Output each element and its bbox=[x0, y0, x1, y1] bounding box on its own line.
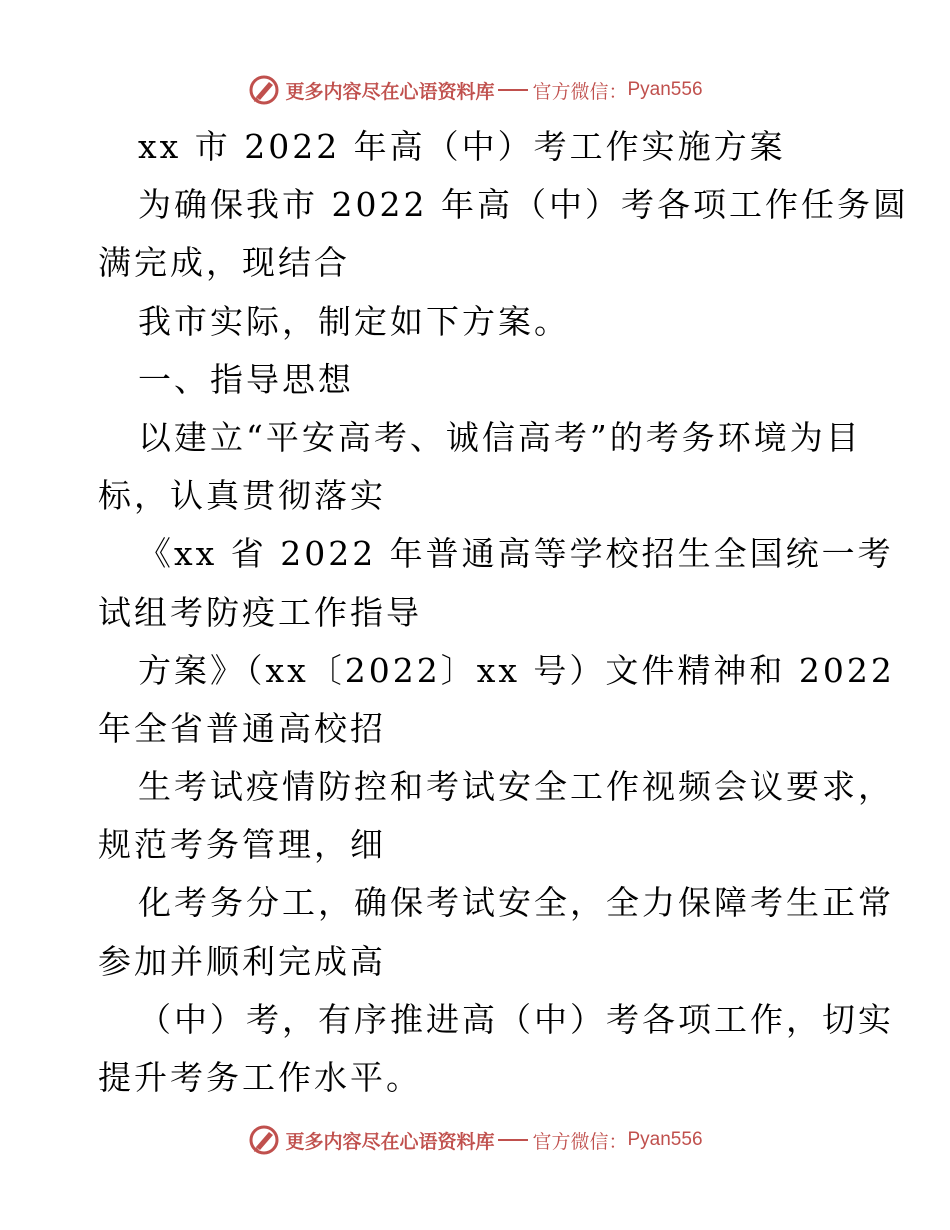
header-watermark bbox=[0, 70, 950, 110]
doc-line: 《xx 省 2022 年普通高等学校招生全国统一考 bbox=[138, 534, 894, 574]
doc-line: 我市实际，制定如下方案。 bbox=[138, 301, 570, 341]
doc-line: 满完成，现结合 bbox=[98, 243, 350, 283]
doc-line: 标，认真贯彻落实 bbox=[98, 476, 386, 516]
section-heading: 一、指导思想 bbox=[138, 359, 354, 399]
watermark-separator: 官方微信： bbox=[532, 80, 628, 103]
doc-line: 年全省普通高校招 bbox=[98, 708, 386, 748]
doc-line: 化考务分工，确保考试安全，全力保障考生正常 bbox=[138, 883, 894, 923]
pen-logo-icon bbox=[247, 73, 281, 107]
footer-watermark bbox=[0, 1120, 950, 1160]
watermark-dash bbox=[498, 89, 528, 91]
doc-line: 提升考务工作水平。 bbox=[98, 1058, 422, 1097]
document-body bbox=[98, 118, 909, 1107]
doc-line: 生考试疫情防控和考试安全工作视频会议要求， bbox=[138, 767, 894, 807]
doc-line: 为确保我市 2022 年高（中）考各项工作任务圆 bbox=[138, 185, 909, 225]
pen-logo-icon bbox=[247, 1123, 281, 1157]
watermark-id: Pyan556 bbox=[627, 79, 703, 100]
doc-line: 参加并顺利完成高 bbox=[98, 941, 386, 981]
doc-line: 规范考务管理，细 bbox=[98, 825, 386, 865]
doc-line: 以建立“平安高考、诚信高考”的考务环境为目 bbox=[138, 417, 862, 457]
doc-line: xx 市 2022 年高（中）考工作实施方案 bbox=[138, 127, 786, 166]
doc-line: （中）考，有序推进高（中）考各项工作，切实 bbox=[138, 999, 894, 1039]
doc-line: 试组考防疫工作指导 bbox=[98, 592, 422, 632]
watermark-text: 更多内容尽在心语资料库 bbox=[285, 1130, 495, 1153]
watermark-text: 更多内容尽在心语资料库 bbox=[285, 80, 495, 103]
watermark-separator: 官方微信： bbox=[532, 1130, 628, 1153]
doc-line: 方案》（xx〔2022〕xx 号）文件精神和 2022 bbox=[138, 650, 895, 690]
watermark-id: Pyan556 bbox=[627, 1129, 703, 1150]
watermark-dash bbox=[498, 1139, 528, 1141]
